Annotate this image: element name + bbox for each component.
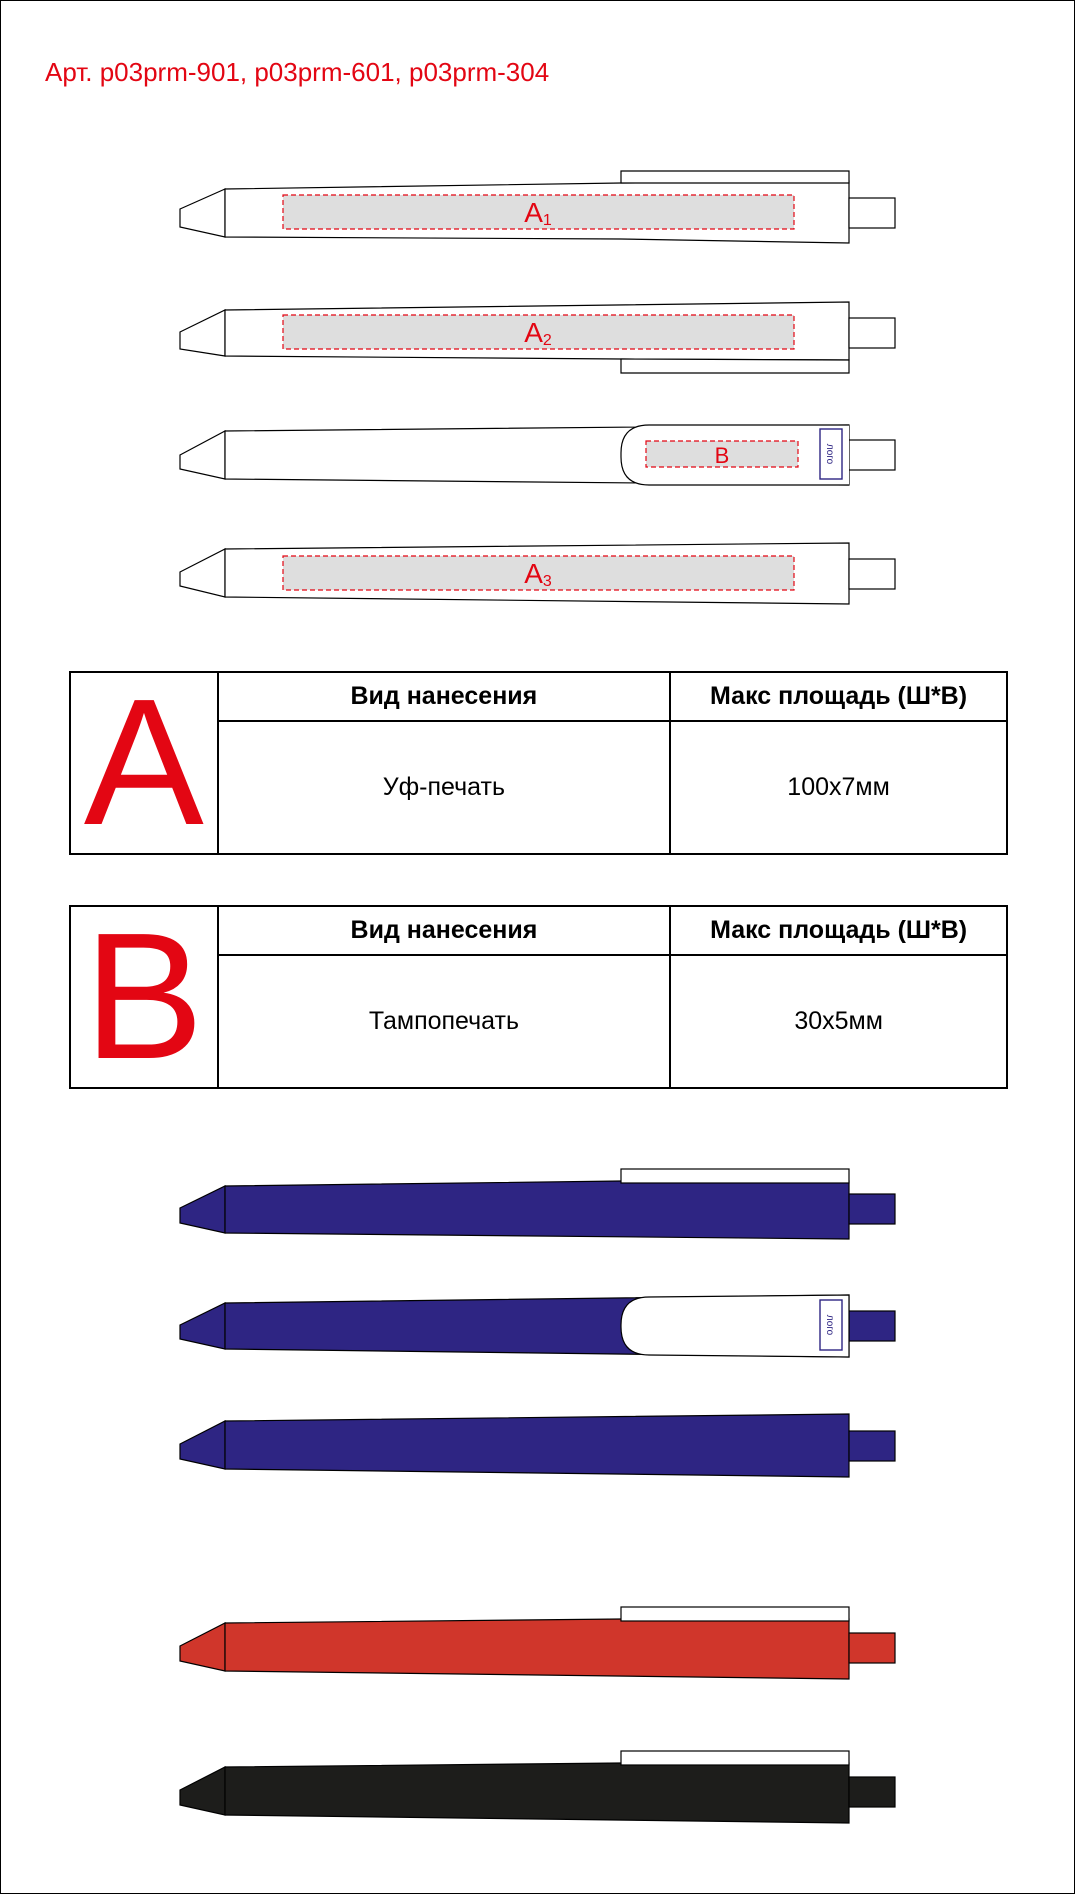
zone-label-a1: A1 bbox=[524, 197, 552, 229]
pen-outline-plain bbox=[180, 543, 895, 604]
logo-text-blue: лого bbox=[824, 1314, 835, 1336]
table-letter-b: B bbox=[70, 906, 218, 1088]
spec-table-b bbox=[69, 896, 1008, 1097]
spec-table-a bbox=[69, 662, 1008, 863]
table-letter-a: A bbox=[70, 672, 218, 854]
zone-label-a2: A2 bbox=[524, 317, 552, 349]
size-value: 30х5мм bbox=[670, 955, 1007, 1088]
pen-outline-clip-top bbox=[180, 171, 895, 243]
header-method: Вид нанесения bbox=[218, 672, 670, 721]
pen-red-clip-top bbox=[180, 1607, 895, 1679]
article-title: Арт. p03prm-901, p03prm-601, p03prm-304 bbox=[45, 57, 550, 87]
pen-blue-clip-front bbox=[180, 1295, 895, 1357]
header-method: Вид нанесения bbox=[218, 906, 671, 955]
method-value: Уф-печать bbox=[218, 721, 670, 854]
header-max-area: Макс площадь (Ш*В) bbox=[670, 906, 1007, 955]
size-value: 100х7мм bbox=[670, 721, 1007, 854]
pen-blue-plain bbox=[180, 1414, 895, 1477]
pen-outline-clip-front bbox=[180, 425, 895, 485]
header-max-area: Макс площадь (Ш*В) bbox=[670, 672, 1007, 721]
logo-text: лого bbox=[824, 443, 835, 465]
pen-blue-clip-top bbox=[180, 1169, 895, 1239]
pen-outline-clip-bottom bbox=[180, 302, 895, 373]
pen-black-clip-top bbox=[180, 1751, 895, 1823]
zone-label-b: B bbox=[714, 443, 730, 468]
method-value: Тампопечать bbox=[218, 955, 671, 1088]
zone-label-a3: A3 bbox=[524, 558, 552, 590]
